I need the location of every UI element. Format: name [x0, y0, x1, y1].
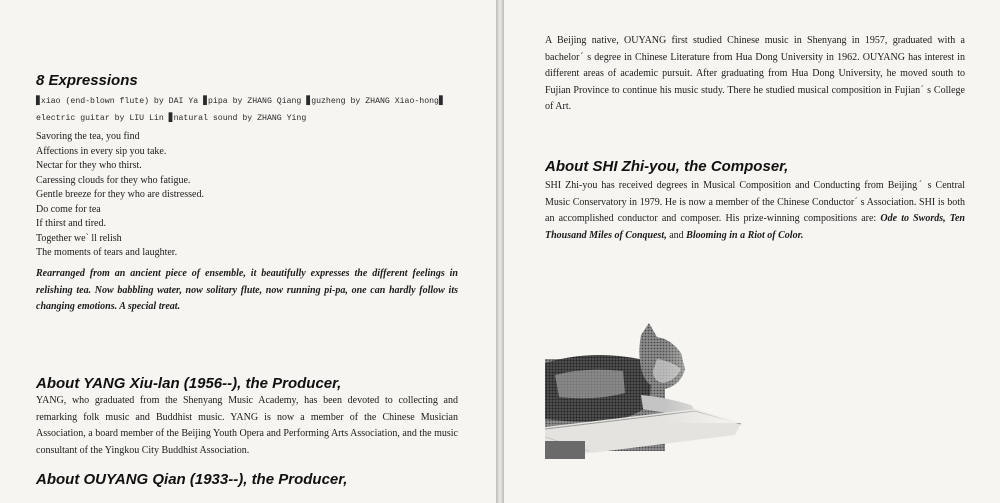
- poem-line: Nectar for they who thirst.: [36, 160, 142, 171]
- shi-work-2: Ten Thousand Miles of Conquest,: [545, 213, 965, 241]
- shi-work-1: Ode to Swords,: [880, 213, 946, 224]
- shi-bio-lead: SHI Zhi-you has received degrees in Musical Composition and Conducting from Beijingˊ s Central Music Conservatory in 1979. He is now a member of the Chinese Conductorˊ s Association. SHI is both an accomplished conductor and composer. His prize-winning compositions are:: [545, 180, 965, 224]
- shi-work-3: Blooming in a Riot of Color.: [686, 229, 804, 241]
- poem-line: Savoring the tea, you find: [36, 131, 140, 142]
- yang-bio: YANG, who graduated from the Shenyang Music Academy, has been devoted to collecting and remarking folk music and Buddhist music. YANG is now a member of the Chinese Musician Association, a board member of the Beijing Youth Opera and Performing Arts Association, and the music consultant of the Yingkou City Buddhist Association.: [36, 395, 458, 456]
- ouyang-heading: About OUYANG Qian (1933--), the Producer,: [36, 471, 348, 488]
- poem-line: Gentle breeze for they who are distressed.: [36, 189, 204, 200]
- cat-photo: [545, 323, 741, 459]
- ouyang-bio: A Beijing native, OUYANG first studied Chinese music in Shenyang in 1957, graduated with a bachelorˊ s degree in Chinese Literature from Hua Dong University in 1962. OUYANG has interest in different areas of academic pursuit. After graduating from Hua Dong University, he moved south to Fujian Province to continue his music study. There he studied musical composition in Fujianˊ s College of Art.: [545, 35, 965, 112]
- poem-line: Do come for tea: [36, 203, 101, 215]
- poem-line: The moments of tears and laughter.: [36, 247, 178, 258]
- shi-bio: [545, 178, 965, 244]
- shi-bio-and: and: [666, 229, 687, 241]
- poem-line: Caressing clouds for they who fatigue.: [36, 174, 191, 186]
- instrument-credits: ▊xiao (end-blown flute) by DAI Ya ▊pipa by ZHANG Qiang ▊guzheng by ZHANG Xiao-hong▊ electric guitar by LIU Lin ▊natural sound by ZHANG Ying: [36, 97, 444, 123]
- poem-line: Together weˋ ll relish: [36, 232, 122, 244]
- yang-heading: About YANG Xiu-lan (1956--), the Producer,: [36, 375, 342, 392]
- poem-line: If thirst and tired.: [36, 218, 106, 229]
- right-page: [504, 0, 1000, 503]
- left-page: [0, 0, 496, 503]
- shi-heading: About SHI Zhi-you, the Composer,: [545, 158, 789, 175]
- track-description: Rearranged from an ancient piece of ensemble, it beautifully expresses the different feelings in relishing tea. Now babbling water, now solitary flute, now running pi-pa, one can hardly follow its changing emotions. A special treat.: [36, 268, 458, 312]
- tea-poem: [36, 130, 204, 261]
- poem-line: Affections in every sip you take.: [36, 145, 167, 157]
- track-title: 8 Expressions: [36, 72, 138, 89]
- book-gutter: [496, 0, 504, 503]
